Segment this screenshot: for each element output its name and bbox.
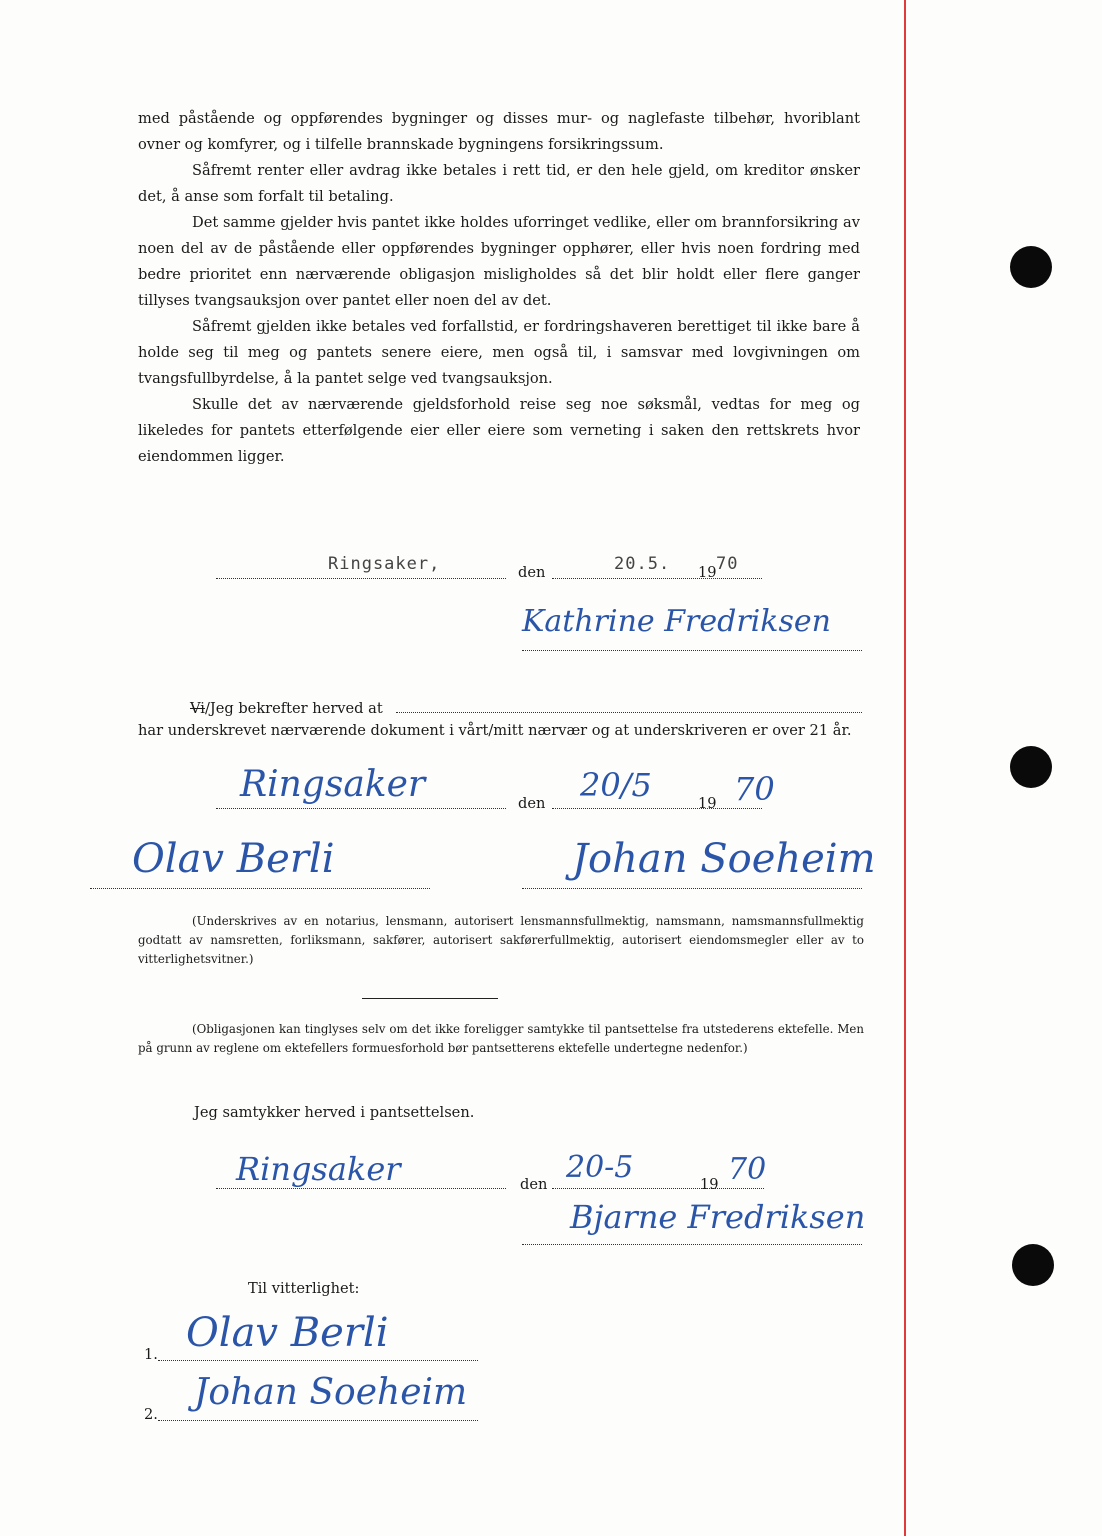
consent-signature-line (522, 1244, 862, 1245)
punch-hole-middle (1010, 746, 1052, 788)
witness-1-signature: Olav Berli (186, 1310, 389, 1356)
witness-confirm-dotline (396, 712, 862, 713)
witness-year-prefix: 19 (698, 795, 717, 812)
witness-place: Ringsaker (240, 764, 426, 805)
paragraph-2: Såfremt renter eller avdrag ikke betales i rett tid, er den hele gjeld, om kreditor ønsker det, å anse som forfalt til betaling. (138, 162, 860, 205)
note-1: (Underskrives av en notarius, lensmann, autorisert lensmannsfullmektig, namsmann, namsmannsfullmektig godtatt av namsretten, forliksmann, sakfører, autorisert sakførerfullmektig, autorisert eiendomsmegler eller av to vitterlighetsvitner.) (138, 914, 864, 966)
paragraph-4: Såfremt gjelden ikke betales ved forfallstid, er fordringshaveren berettiget til ikke bare å holde seg til meg og pantets senere eiere, men også til, i samsvar med lovgivningen om tvangsfullbyrdelse, å la pantet selge ved tvangsauksjon. (138, 318, 860, 387)
consent-date: 20-5 (566, 1150, 634, 1185)
witness-1-line (158, 1360, 478, 1361)
paragraph-1: med påstående og oppførendes bygninger og disses mur- og naglefaste tilbehør, hvoriblant ovner og komfyrer, og i tilfelle brannskade bygningens forsikringssum. (138, 110, 860, 153)
issuer-year: 70 (716, 554, 739, 574)
consent-place: Ringsaker (236, 1150, 401, 1188)
witness-year: 70 (734, 770, 775, 808)
body-text (138, 106, 860, 470)
witness-date: 20/5 (580, 766, 652, 804)
issuer-date-line (552, 578, 762, 579)
consent-text: Jeg samtykker herved i pantsettelsen. (194, 1104, 475, 1121)
punch-hole-top (1010, 246, 1052, 288)
witness-number-1: 1. (144, 1346, 158, 1363)
witness-number-2: 2. (144, 1406, 158, 1423)
consent-signature: Bjarne Fredriksen (570, 1198, 866, 1236)
consent-year-prefix: 19 (700, 1176, 719, 1193)
consent-year: 70 (728, 1152, 767, 1187)
witness-date-line (552, 808, 762, 809)
red-margin-line (904, 0, 906, 1536)
issuer-place-line (216, 578, 506, 579)
witness-place-line (216, 808, 506, 809)
issuer-date: 20.5. (614, 554, 671, 574)
issuer-place: Ringsaker, (328, 554, 441, 574)
witness-2-signature: Johan Soeheim (194, 1372, 468, 1413)
witness-right-signature-line (522, 888, 862, 889)
witness-confirm-text: /Jeg bekrefter herved at (204, 700, 383, 717)
punch-hole-bottom (1012, 1244, 1054, 1286)
issuer-signature: Kathrine Fredriksen (522, 604, 831, 639)
consent-place-line (216, 1188, 506, 1189)
consent-date-line (552, 1188, 764, 1189)
witness-left-signature-line (90, 888, 430, 889)
paragraph-5: Skulle det av nærværende gjeldsforhold reise seg noe søksmål, vedtas for meg og likeledes for pantets etterfølgende eier eller eiere som verneting i saken den rettskrets hvor eiendommen ligger. (138, 396, 860, 465)
issuer-year-prefix: 19 (698, 564, 717, 581)
witness-2-line (158, 1420, 478, 1421)
struck-vi: Vi (190, 700, 205, 717)
witness-confirm-line2: har underskrevet nærværende dokument i vårt/mitt nærvær og at underskriveren er over 21 år. (138, 722, 852, 739)
witness-confirm-line (190, 700, 383, 717)
witnesses-title: Til vitterlighet: (248, 1280, 360, 1297)
witness-right-signature: Johan Soeheim (572, 836, 876, 882)
witness-left-signature: Olav Berli (132, 836, 335, 882)
issuer-den-label: den (518, 564, 546, 581)
paragraph-3: Det samme gjelder hvis pantet ikke holdes uforringet vedlike, eller om brannforsikring av noen del av de påstående eller oppførendes bygninger opphører, eller hvis noen fordring med bedre prioritet enn nærværende obligasjon misligholdes så det blir holdt eller flere ganger tillyses tvangsauksjon over pantet eller noen del av det. (138, 214, 860, 309)
note-2: (Obligasjonen kan tinglyses selv om det ikke foreligger samtykke til pantsettelse fra utstederens ektefelle. Men på grunn av reglene om ektefellers formuesforhold bør pantsetterens ektefelle undertegne nedenfor.) (138, 1022, 864, 1055)
separator-rule (362, 998, 498, 999)
consent-den-label: den (520, 1176, 548, 1193)
issuer-signature-line (522, 650, 862, 651)
witness-den-label: den (518, 795, 546, 812)
